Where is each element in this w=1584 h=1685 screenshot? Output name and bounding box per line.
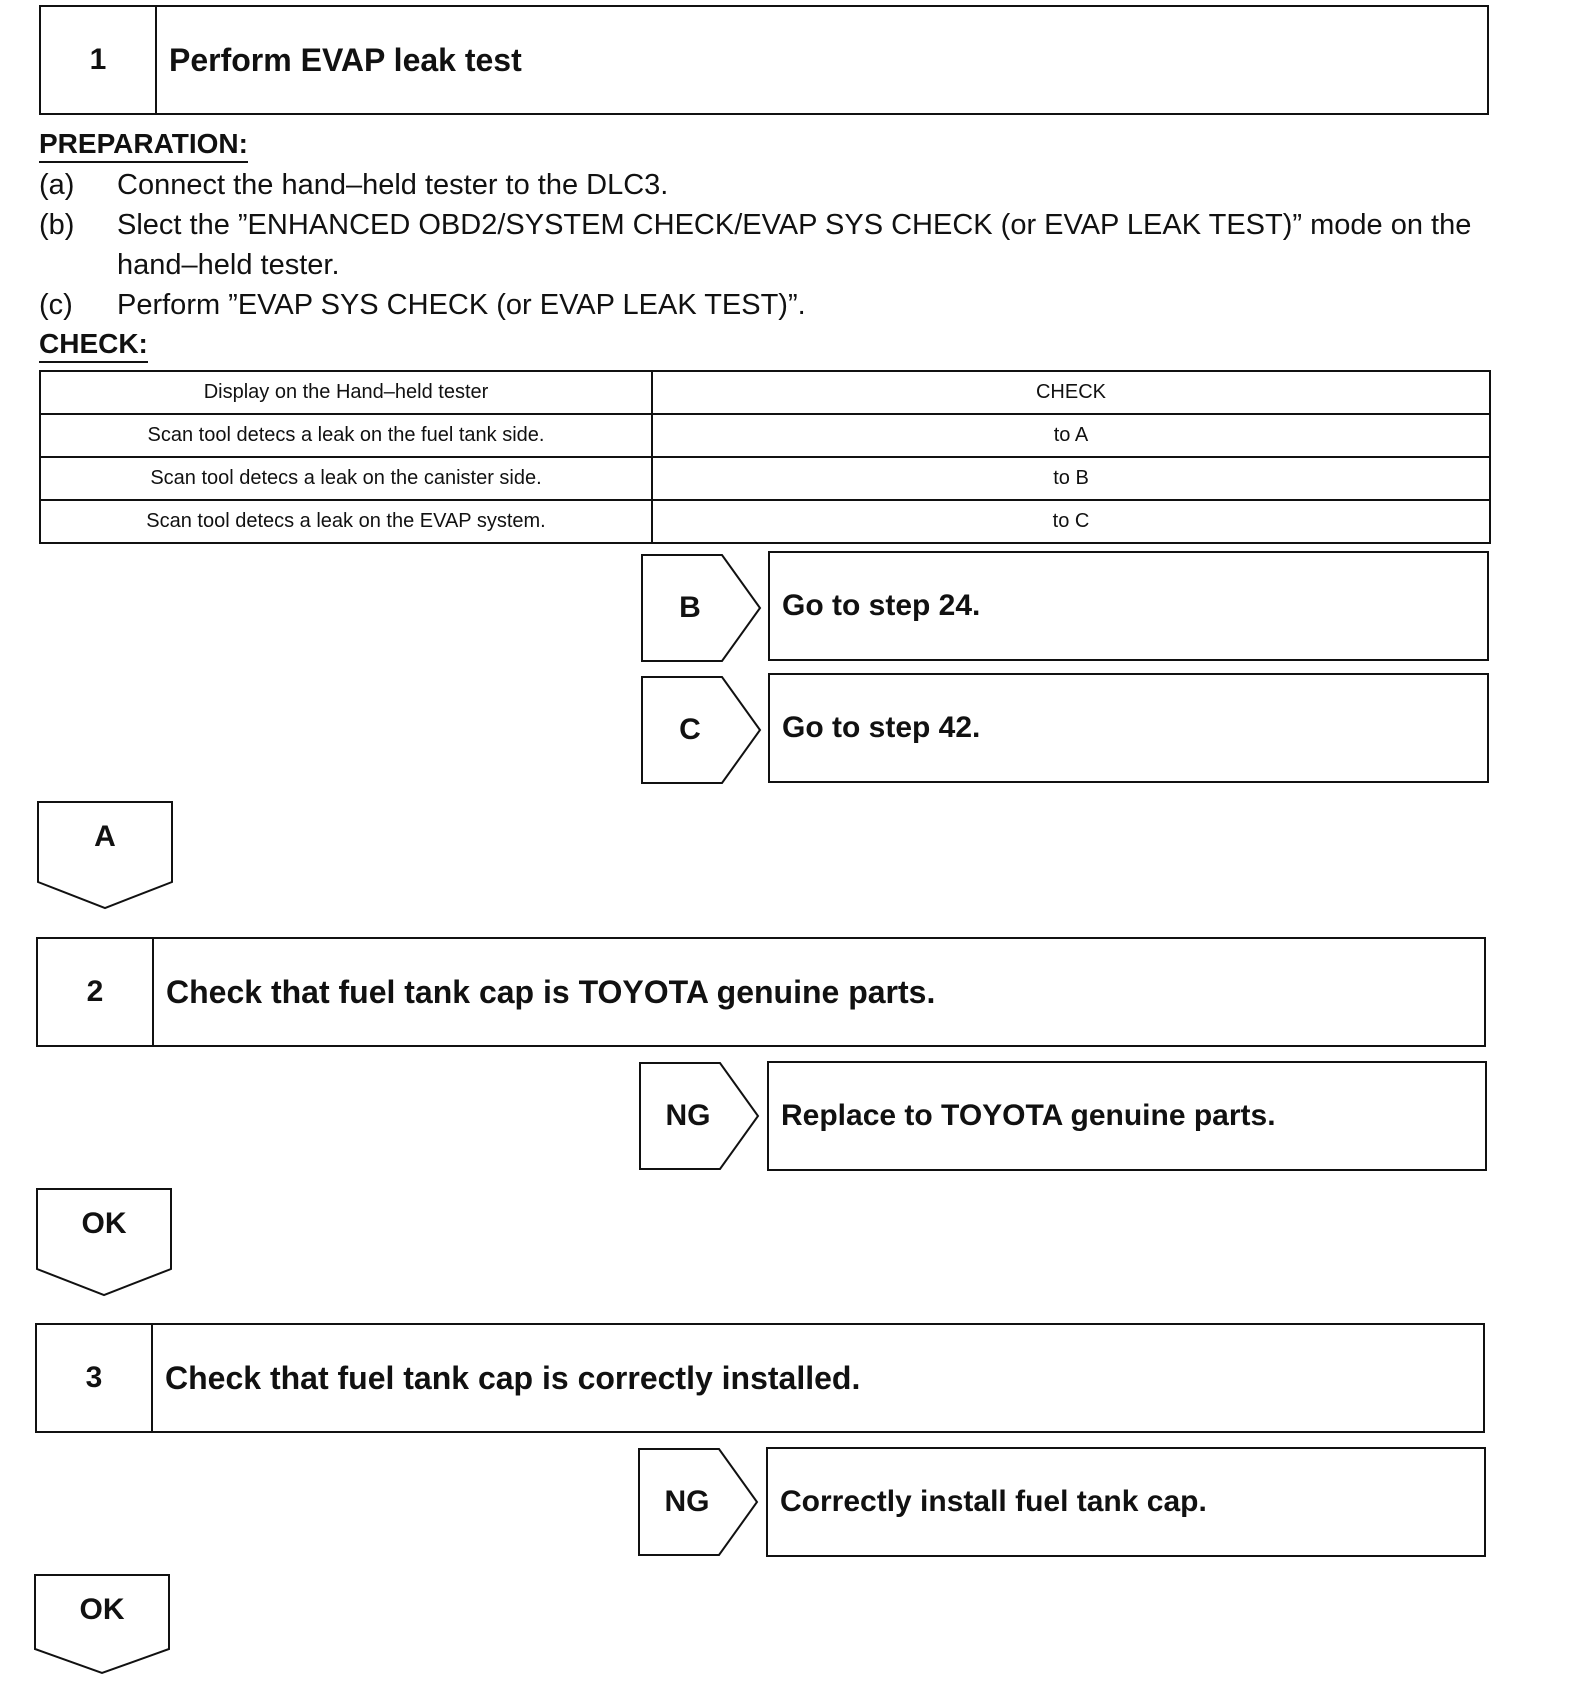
ok-label: OK [79, 1593, 125, 1626]
table-cell: Scan tool detecs a leak on the EVAP system. [40, 500, 652, 543]
step-3-box [35, 1323, 1485, 1433]
check-heading: CHECK: [39, 328, 148, 360]
table-header-row [40, 371, 1490, 414]
table-cell: Scan tool detecs a leak on the canister side. [40, 457, 652, 500]
preparation-heading: PREPARATION: [39, 128, 248, 160]
step-2-ng-arrow [638, 1061, 762, 1171]
table-cell: to C [652, 500, 1490, 543]
ok-label: OK [81, 1207, 127, 1240]
step-3-ng-arrow [637, 1447, 761, 1557]
step-title: Perform EVAP leak test [169, 41, 522, 78]
preparation-item: (c) Perform ”EVAP SYS CHECK (or EVAP LEAK TEST)”. [39, 289, 806, 321]
table-row [40, 500, 1490, 543]
table-row [40, 457, 1490, 500]
step-3-ng-action: Correctly install fuel tank cap. [766, 1447, 1486, 1557]
check-table [39, 370, 1491, 544]
step-title: Check that fuel tank cap is TOYOTA genuine parts. [166, 973, 936, 1010]
step-1-box [39, 5, 1489, 115]
down-arrow-icon [36, 800, 174, 912]
ng-label: NG [664, 1485, 710, 1518]
branch-label: B [679, 591, 701, 624]
preparation-item: (a) Connect the hand–held tester to the DLC3. [39, 169, 669, 201]
ng-label: NG [665, 1099, 711, 1132]
step-title: Check that fuel tank cap is correctly installed. [165, 1359, 861, 1396]
continue-label: A [94, 820, 116, 853]
down-arrow-icon [35, 1187, 173, 1299]
check-table-wrapper [39, 370, 1491, 544]
table-cell: to A [652, 414, 1490, 457]
preparation-item: (b) Slect the ”ENHANCED OBD2/SYSTEM CHECK/EVAP SYS CHECK (or EVAP LEAK TEST)” mode on the hand–held tester. [39, 209, 1472, 281]
branch-label: C [679, 713, 701, 746]
step-3-ok-arrow [33, 1573, 171, 1685]
step-2-ok-arrow [35, 1187, 173, 1299]
table-header-cell: Display on the Hand–held tester [40, 371, 652, 414]
branch-c-arrow [640, 675, 764, 785]
branch-b-arrow [640, 553, 764, 663]
table-header-cell: CHECK [652, 371, 1490, 414]
step-2-ng-action: Replace to TOYOTA genuine parts. [767, 1061, 1487, 1171]
table-cell: Scan tool detecs a leak on the fuel tank side. [40, 414, 652, 457]
step-number: 3 [37, 1325, 153, 1431]
table-row [40, 414, 1490, 457]
step-number: 2 [38, 939, 154, 1045]
branch-c-action: Go to step 42. [768, 673, 1489, 783]
step-2-box [36, 937, 1486, 1047]
step-number: 1 [41, 7, 157, 113]
branch-b-action: Go to step 24. [768, 551, 1489, 661]
preparation-list [39, 165, 1491, 325]
table-cell: to B [652, 457, 1490, 500]
continue-a-arrow [36, 800, 174, 912]
